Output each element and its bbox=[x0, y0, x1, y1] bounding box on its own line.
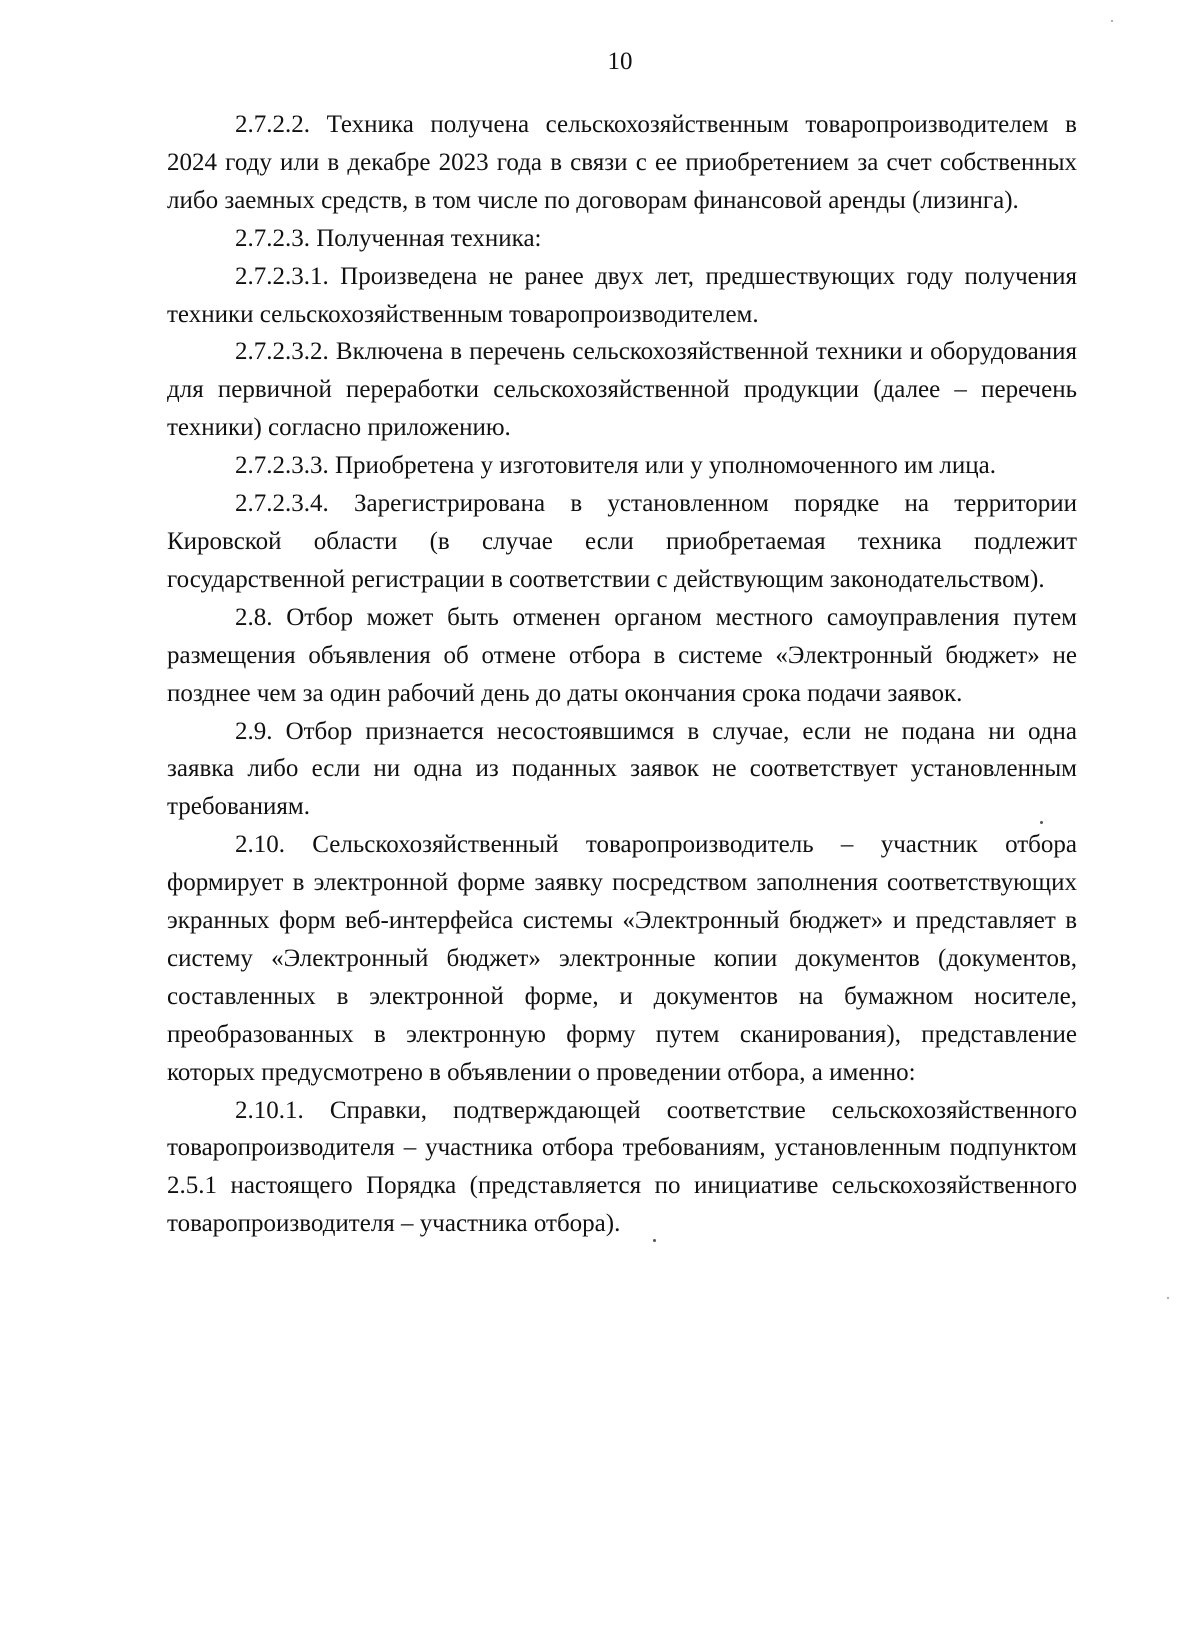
paragraph-2-7-2-3-1: 2.7.2.3.1. Произведена не ранее двух лет, предшествующих году получения техники сельскохозяйственным товаропроизводителем. bbox=[167, 262, 1077, 328]
paragraph-2-7-2-2: 2.7.2.2. Техника получена сельскохозяйственным товаропроизводителем в 2024 году или в декабре 2023 года в связи с ее приобретением за счет собственных либо заемных средств, в том числе по договорам финансовой аренды (лизинга). bbox=[167, 111, 1077, 214]
paragraph-2-7-2-3-2: 2.7.2.3.2. Включена в перечень сельскохозяйственной техники и оборудования для первичной переработки сельскохозяйственной продукции (далее – перечень техники) согласно приложению. bbox=[167, 338, 1077, 442]
paragraph-2-7-2-3-3: 2.7.2.3.3. Приобретена у изготовителя или у уполномоченного им лица. bbox=[235, 452, 996, 480]
scan-speck bbox=[1167, 1297, 1169, 1299]
page-number: 10 bbox=[607, 48, 633, 75]
paragraph-2-9: 2.9. Отбор признается несостоявшимся в случае, если не подана ни одна заявка либо если ни одна из поданных заявок не соответствует установленным требованиям. bbox=[167, 717, 1077, 821]
scan-speck bbox=[1040, 821, 1043, 824]
scan-speck bbox=[653, 1239, 656, 1242]
paragraph-2-7-2-3-4: 2.7.2.3.4. Зарегистрирована в установленном порядке на территории Кировской области (в случае если приобретаемая техника подлежит государственной регистрации в соответствии с действующим законодательством). bbox=[167, 490, 1077, 593]
scan-speck bbox=[1111, 20, 1113, 22]
paragraph-2-7-2-3: 2.7.2.3. Полученная техника: bbox=[235, 224, 542, 252]
paragraph-2-10: 2.10. Сельскохозяйственный товаропроизводитель – участник отбора формирует в электронной форме заявку посредством заполнения соответствующих экранных форм веб-интерфейса системы «Электронный бюджет» и представляет в систему «Электронный бюджет» электронные копии документов (документов, составленных в электронной форме, и документов на бумажном носителе, преобразованных в электронную форму путем сканирования), представление которых предусмотрено в объявлении о проведении отбора, а именно: bbox=[167, 831, 1077, 1086]
paragraph-2-10-1: 2.10.1. Справки, подтверждающей соответствие сельскохозяйственного товаропроизводителя – участника отбора требованиям, установленным подпунктом 2.5.1 настоящего Порядка (представляется по инициативе сельскохозяйственного товаропроизводителя – участника отбора). bbox=[167, 1096, 1077, 1238]
paragraph-2-8: 2.8. Отбор может быть отменен органом местного самоуправления путем размещения объявления об отмене отбора в системе «Электронный бюджет» не позднее чем за один рабочий день до даты окончания срока подачи заявок. bbox=[167, 603, 1077, 707]
document-body bbox=[167, 106, 1077, 1243]
